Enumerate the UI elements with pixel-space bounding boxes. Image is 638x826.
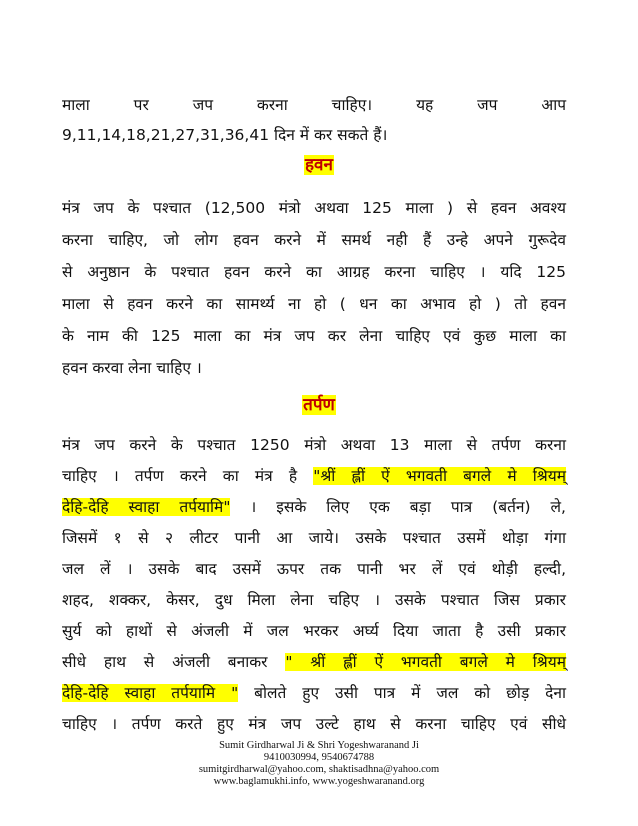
para1-line-1: माला पर जप करना चाहिए। यह जप आप: [62, 96, 566, 114]
para2-line-2: करना चाहिए, जो लोग हवन करने में समर्थ नही हैं उन्हे अपने गुरूदेव: [62, 231, 566, 249]
heading-havan: [0, 152, 638, 178]
para2-line-1: मंत्र जप के पश्चात (12,500 मंत्रो अथवा 125 माला ) से हवन अवश्य: [62, 199, 566, 217]
footer-websites: www.baglamukhi.info, www.yogeshwaranand.org: [213, 776, 425, 787]
para2-line-6: हवन करवा लेना चाहिए ।: [62, 359, 202, 377]
para3-line-9-text: बोलते हुए उसी पात्र में जल को छोड़ देना: [238, 684, 566, 702]
mantra-highlight-2a: " श्रीं ह्लीं ऐं भगवती बगले मे श्रियम्: [285, 653, 566, 671]
para3-line-7: सुर्य को हाथों से अंजली में जल भरकर अर्घ्य दिया जाता है उसी प्रकार: [62, 622, 566, 640]
mantra-highlight-2b: देहि-देहि स्वाहा तर्पयामि ": [62, 684, 239, 702]
para2-line-5: के नाम की 125 माला का मंत्र जप कर लेना चाहिए एवं कुछ माला का: [62, 327, 566, 345]
heading-tarpan: [0, 392, 638, 418]
para3-line-10: चाहिए । तर्पण करते हुए मंत्र जप उल्टे हाथ से करना चाहिए एवं सीधे: [62, 715, 566, 733]
para2-line-4: माला से हवन करने का सामर्थ्य ना हो ( धन का अभाव हो ) तो हवन: [62, 295, 566, 313]
mantra-highlight-1b: देहि-देहि स्वाहा तर्पयामि": [62, 498, 231, 516]
footer-authors: Sumit Girdharwal Ji & Shri Yogeshwaranand Ji: [219, 740, 419, 751]
para3-line-1: मंत्र जप करने के पश्चात 1250 मंत्रो अथवा 13 माला से तर्पण करना: [62, 436, 566, 454]
para2-line-3: से अनुष्ठान के पश्चात हवन करने का आग्रह करना चाहिए । यदि 125: [62, 263, 566, 281]
heading-havan-text: हवन: [305, 155, 333, 175]
para1-line-2: 9,11,14,18,21,27,31,36,41 दिन में कर सकते हैं।: [62, 126, 388, 144]
para3-line-2-text: चाहिए । तर्पण करने का मंत्र है: [62, 467, 314, 485]
heading-tarpan-text: तर्पण: [303, 395, 335, 415]
para3-line-3-text: । इसके लिए एक बड़ा पात्र (बर्तन) ले,: [230, 498, 566, 516]
page-footer: [0, 740, 638, 788]
para3-line-8: [62, 647, 566, 677]
para3-line-4: जिसमें १ से २ लीटर पानी आ जाये। उसके पश्चात उसमें थोड़ा गंगा: [62, 529, 566, 547]
footer-emails: sumitgirdharwal@yahoo.com, shaktisadhna@yahoo.com: [198, 764, 440, 775]
para3-line-8-text: सीधे हाथ से अंजली बनाकर: [62, 653, 286, 671]
para3-line-6: शहद, शक्कर, केसर, दुध मिला लेना चहिए । उसके पश्चात जिस प्रकार: [62, 591, 566, 609]
para3-line-2: [62, 461, 566, 491]
footer-phones: 9410030994, 9540674788: [263, 752, 375, 763]
mantra-highlight-1a: "श्रीं ह्लीं ऐं भगवती बगले मे श्रियम्: [313, 467, 566, 485]
para3-line-9: [62, 678, 566, 708]
para3-line-5: जल लें । उसके बाद उसमें ऊपर तक पानी भर लें एवं थोड़ी हल्दी,: [62, 560, 566, 578]
para3-line-3: [62, 492, 566, 522]
